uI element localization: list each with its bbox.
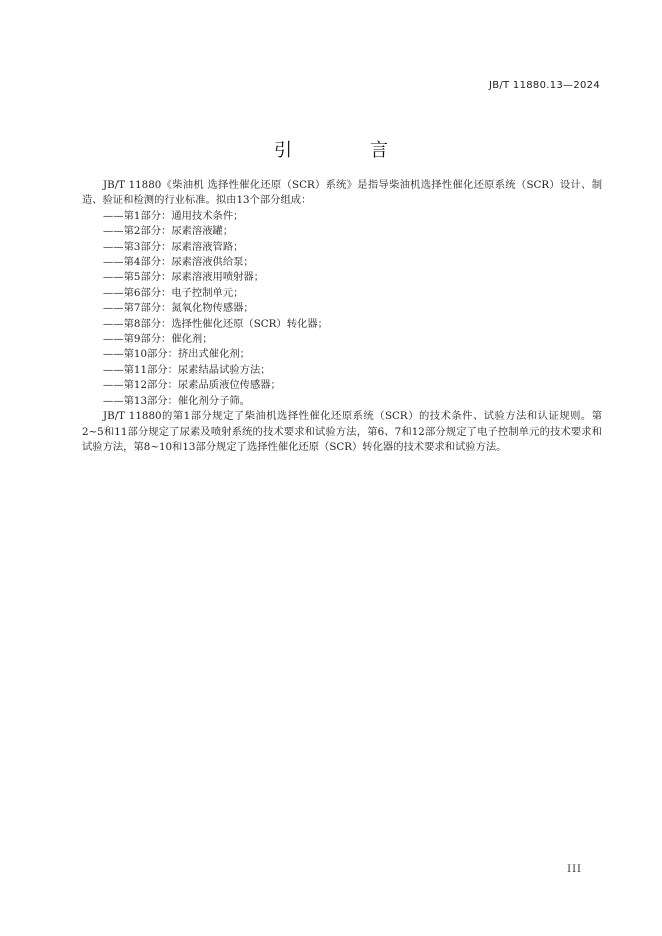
page-number: III: [567, 864, 582, 875]
part-item-1: ——第1部分：通用技术条件；: [103, 209, 244, 222]
standard-code: JB/T 11880.13—2024: [488, 80, 600, 91]
intro-paragraph: JB/T 11880《柴油机 选择性催化还原（SCR）系统》是指导柴油机选择性催化还原系统（SCR）设计、制造、验证和检测的行业标准。拟由13个部分组成：: [82, 179, 602, 207]
page-title: 引 言: [274, 140, 418, 161]
part-item-11: ——第11部分：尿素结晶试验方法；: [103, 363, 271, 376]
part-item-2: ——第2部分：尿素溶液罐；: [103, 225, 234, 238]
part-item-10: ——第10部分：挤出式催化剂；: [103, 348, 250, 361]
part-item-12: ——第12部分：尿素品质液位传感器；: [103, 379, 281, 392]
part-item-6: ——第6部分：电子控制单元；: [103, 286, 244, 299]
part-item-3: ——第3部分：尿素溶液管路；: [103, 240, 244, 253]
part-item-7: ——第7部分：氮氧化物传感器；: [103, 302, 254, 315]
part-item-8: ——第8部分：选择性催化还原（SCR）转化器；: [103, 317, 328, 330]
introduction-body: [82, 178, 602, 455]
part-item-4: ——第4部分：尿素溶液供给泵；: [103, 256, 254, 269]
part-item-9: ——第9部分：催化剂；: [103, 333, 213, 346]
parts-list: [82, 209, 602, 409]
part-item-5: ——第5部分：尿素溶液用喷射器；: [103, 271, 265, 284]
scope-paragraph: JB/T 11880的第1部分规定了柴油机选择性催化还原系统（SCR）的技术条件、试验方法和认证规则。第2~5和11部分规定了尿素及喷射系统的技术要求和试验方法，第6、7和12部分规定了电子控制单元的技术要求和试验方法，第8~10和13部分规定了选择性催化还原（SCR）转化器的技术要求和试验方法。: [82, 410, 602, 453]
part-item-13: ——第13部分：催化剂分子筛。: [103, 394, 250, 407]
